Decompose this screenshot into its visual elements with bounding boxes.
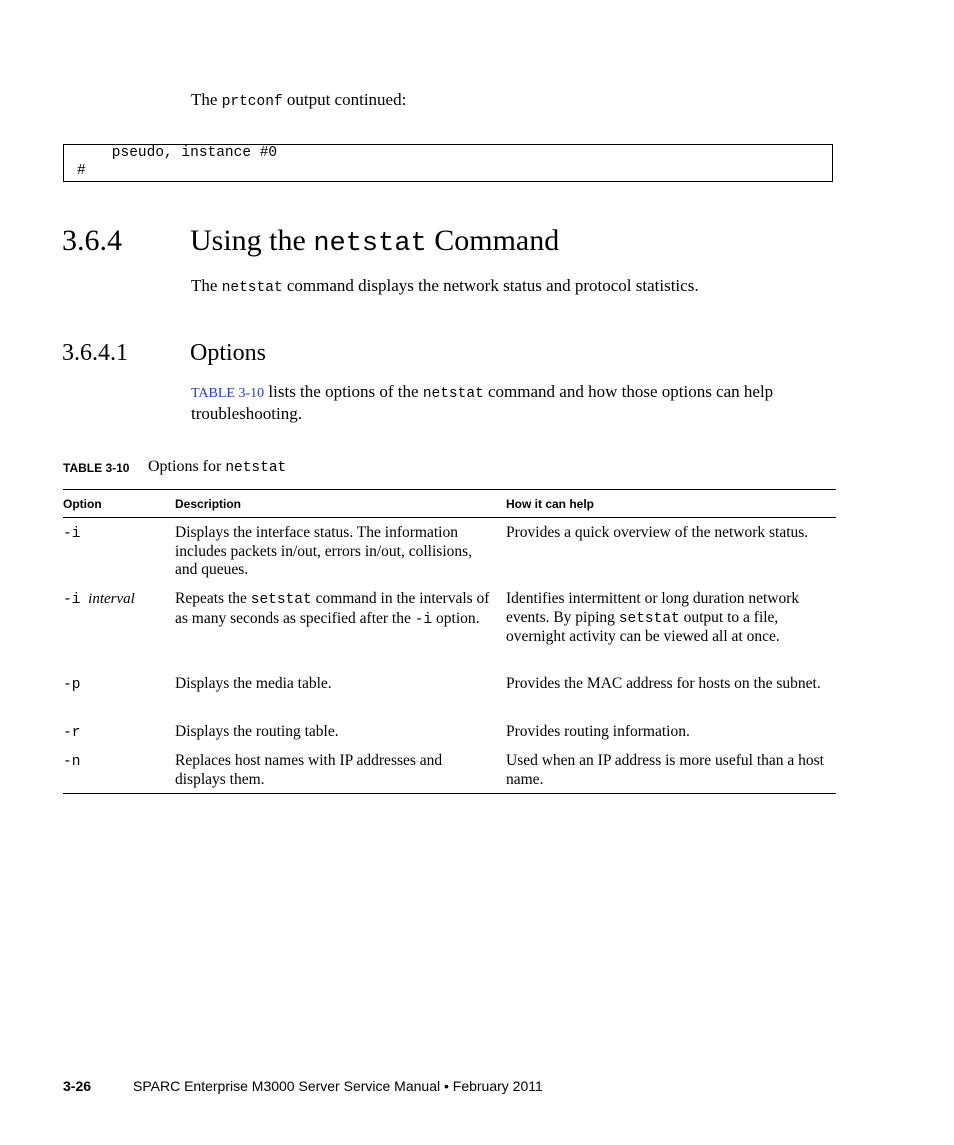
help-post: output to a file, overnight activity can be viewed all at once. bbox=[506, 608, 780, 645]
desc-code: setstat bbox=[250, 592, 312, 608]
section-title-code: netstat bbox=[313, 229, 427, 259]
code-block bbox=[63, 144, 833, 182]
desc-post: option. bbox=[436, 609, 480, 627]
table-bottom-rule bbox=[63, 793, 836, 794]
table-reference-link[interactable]: TABLE 3-10 bbox=[191, 386, 265, 401]
option-code: -r bbox=[63, 725, 81, 741]
option-code: -n bbox=[63, 754, 81, 770]
option-argument: interval bbox=[88, 591, 135, 607]
options-para-post: command and how those options can help troubleshooting. bbox=[191, 382, 774, 423]
help-code: setstat bbox=[618, 610, 680, 627]
row-description: Displays the routing table. bbox=[175, 723, 339, 740]
row-description bbox=[175, 590, 495, 629]
row-option bbox=[63, 524, 168, 544]
options-paragraph bbox=[191, 382, 831, 424]
row-option bbox=[63, 723, 168, 743]
section-para-post: command displays the network status and protocol statistics. bbox=[286, 276, 699, 295]
intro-pre: The bbox=[191, 90, 218, 109]
section-title bbox=[190, 224, 559, 259]
row-option bbox=[63, 590, 168, 610]
page-number: 3-26 bbox=[63, 1078, 92, 1094]
intro-post: output continued: bbox=[286, 90, 407, 109]
row-help: Provides routing information. bbox=[506, 723, 690, 740]
row-help: Provides a quick overview of the network status. bbox=[506, 524, 809, 541]
code-line-1: pseudo, instance #0 bbox=[77, 145, 278, 161]
intro-paragraph bbox=[191, 90, 406, 110]
table-header-option: Option bbox=[63, 497, 102, 511]
intro-code: prtconf bbox=[221, 94, 283, 110]
subsection-title: Options bbox=[190, 340, 267, 366]
row-description: Displays the media table. bbox=[175, 675, 332, 692]
section-title-post: Command bbox=[434, 224, 560, 257]
row-option bbox=[63, 675, 168, 695]
section-paragraph bbox=[191, 276, 699, 296]
footer-title: SPARC Enterprise M3000 Server Service Manual • February 2011 bbox=[133, 1078, 543, 1094]
option-code: -p bbox=[63, 677, 81, 693]
desc-pre: Repeats the bbox=[175, 590, 247, 607]
section-para-code: netstat bbox=[221, 280, 283, 296]
row-option bbox=[63, 752, 168, 772]
desc-mid: command in the intervals of as many seconds as specified after the bbox=[175, 590, 490, 627]
help-pre: Identifies intermittent or long duration network events. By piping bbox=[506, 590, 800, 626]
table-header-description: Description bbox=[175, 497, 242, 511]
table-caption-code: netstat bbox=[225, 460, 287, 476]
code-line-2: # bbox=[77, 163, 86, 179]
option-code: -i bbox=[63, 592, 81, 608]
section-number: 3.6.4 bbox=[62, 224, 122, 257]
desc-code-2: -i bbox=[414, 611, 433, 628]
subsection-number: 3.6.4.1 bbox=[62, 340, 128, 366]
section-para-pre: The bbox=[191, 276, 218, 295]
options-para-code: netstat bbox=[422, 386, 484, 402]
row-help bbox=[506, 590, 828, 647]
option-code: -i bbox=[63, 526, 81, 542]
row-description: Displays the interface status. The information includes packets in/out, errors in/out, collisions, and queues. bbox=[175, 524, 473, 578]
section-title-pre: Using the bbox=[190, 224, 306, 257]
table-header-rule bbox=[63, 517, 836, 518]
table-top-rule bbox=[63, 489, 836, 490]
table-caption-pre: Options for bbox=[148, 458, 222, 475]
table-caption bbox=[148, 458, 286, 476]
options-para-pre: lists the options of the bbox=[268, 382, 419, 401]
row-help: Provides the MAC address for hosts on the subnet. bbox=[506, 675, 821, 692]
table-header-help: How it can help bbox=[506, 497, 595, 511]
table-caption-label: TABLE 3-10 bbox=[63, 461, 130, 475]
row-help: Used when an IP address is more useful than a host name. bbox=[506, 752, 824, 788]
row-description: Replaces host names with IP addresses and displays them. bbox=[175, 752, 443, 788]
